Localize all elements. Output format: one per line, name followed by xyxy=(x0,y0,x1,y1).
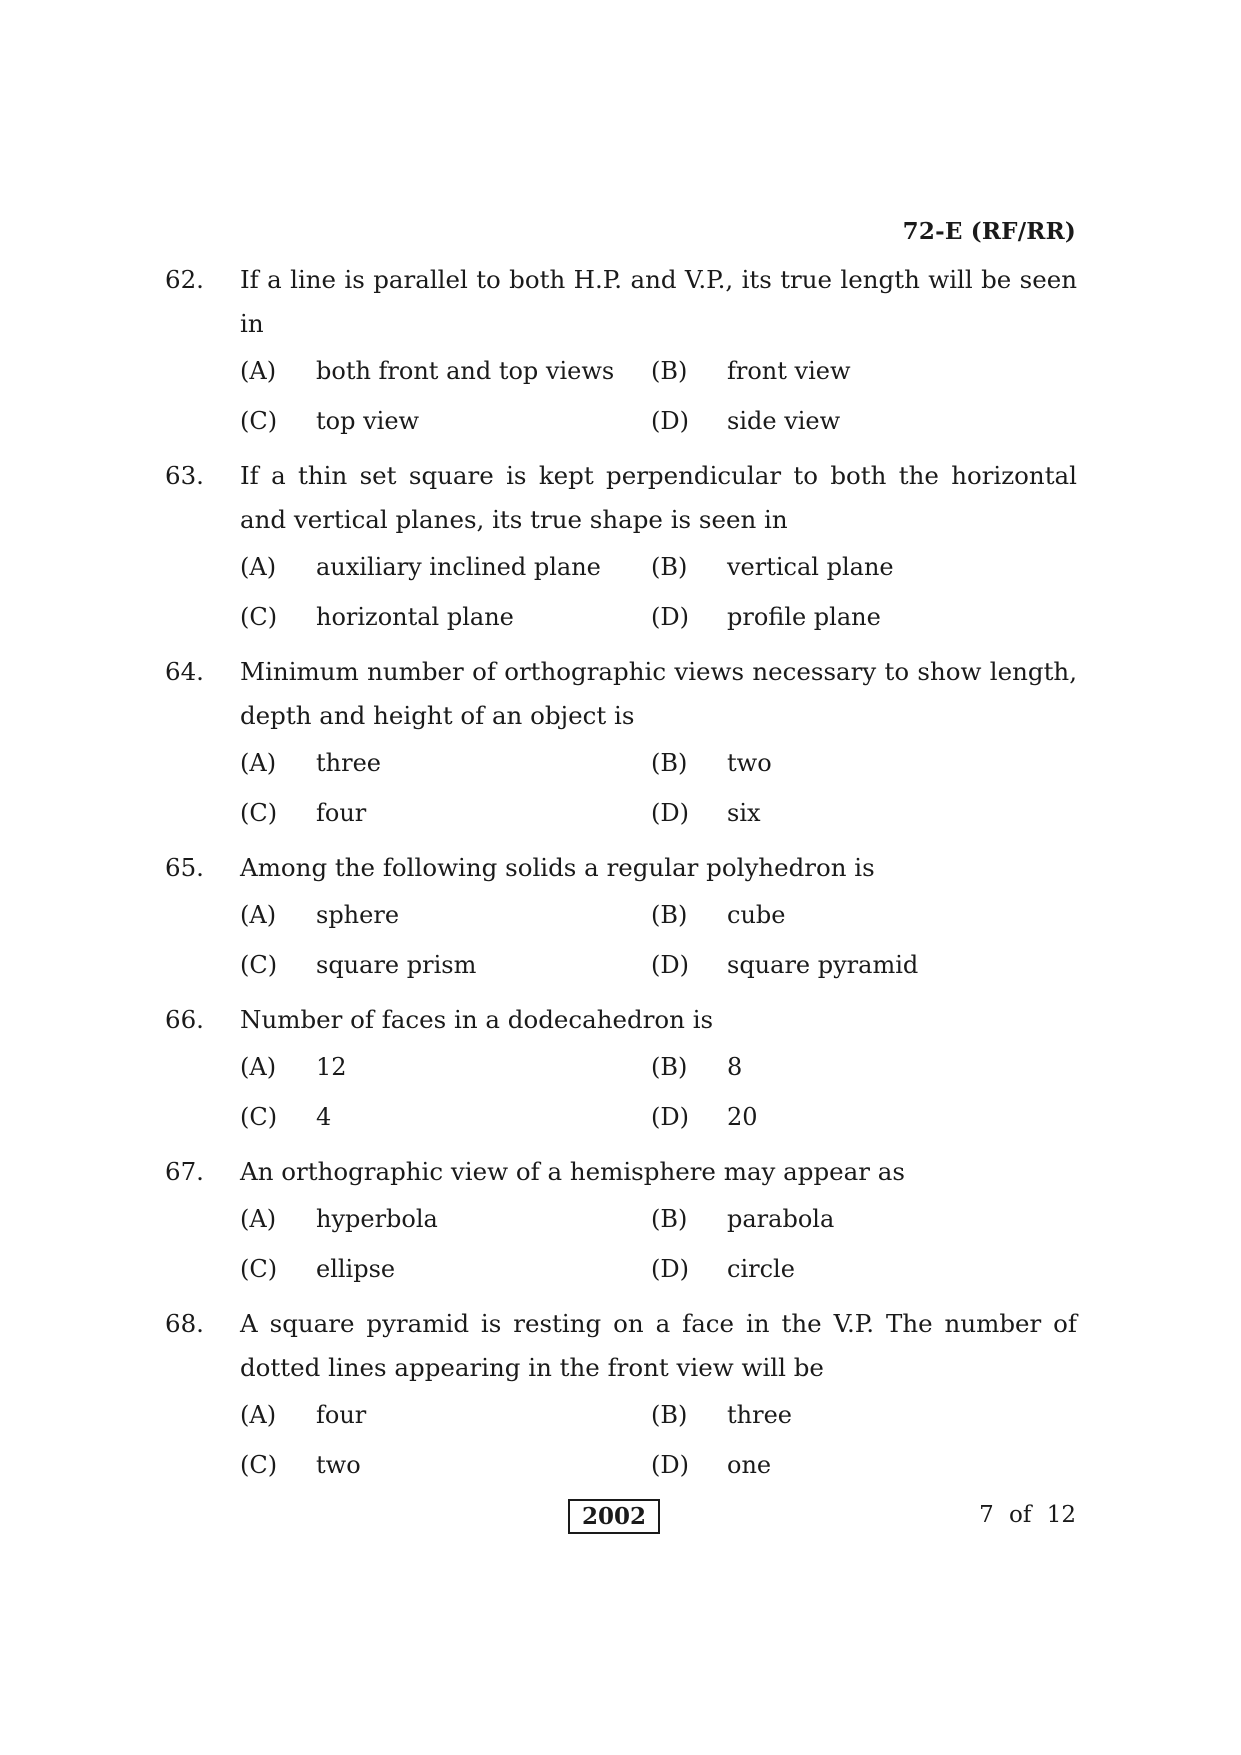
option-letter: (D) xyxy=(651,1451,689,1479)
option-b xyxy=(651,553,1062,581)
option-text: top view xyxy=(316,407,420,435)
option-list xyxy=(240,738,1077,838)
option-letter: (C) xyxy=(240,1451,278,1479)
option-list xyxy=(240,1194,1077,1294)
option-text: ellipse xyxy=(316,1255,396,1283)
option-c xyxy=(240,603,651,631)
option-text: three xyxy=(727,1401,792,1429)
option-letter: (C) xyxy=(240,951,278,979)
option-letter: (C) xyxy=(240,799,278,827)
option-letter: (D) xyxy=(651,407,689,435)
question-text: A square pyramid is resting on a face in the V.P. The number of dotted lines appearing in the front view will be xyxy=(240,1309,1077,1382)
question-text: Minimum number of orthographic views necessary to show length, depth and height of an object is xyxy=(240,657,1077,730)
option-list xyxy=(240,1390,1077,1490)
option-d xyxy=(651,1451,1062,1479)
option-list xyxy=(240,542,1077,642)
option-a xyxy=(240,357,651,385)
option-list xyxy=(240,890,1077,990)
option-c xyxy=(240,951,651,979)
option-letter: (D) xyxy=(651,799,689,827)
option-text: four xyxy=(316,1401,367,1429)
option-c xyxy=(240,1103,651,1131)
option-a xyxy=(240,901,651,929)
option-letter: (C) xyxy=(240,1255,278,1283)
option-letter: (A) xyxy=(240,1205,277,1233)
option-text: three xyxy=(316,749,381,777)
question-63 xyxy=(165,454,1077,642)
option-letter: (A) xyxy=(240,901,277,929)
option-a xyxy=(240,1053,651,1081)
option-b xyxy=(651,1053,1062,1081)
option-letter: (A) xyxy=(240,749,277,777)
option-letter: (A) xyxy=(240,1053,277,1081)
option-text: horizontal plane xyxy=(316,603,514,631)
page-number xyxy=(979,1502,1076,1528)
option-text: front view xyxy=(727,357,851,385)
option-text: two xyxy=(727,749,772,777)
option-letter: (B) xyxy=(651,553,688,581)
option-text: vertical plane xyxy=(727,553,894,581)
footer-code-box: 2002 xyxy=(568,1499,660,1534)
option-c xyxy=(240,1255,651,1283)
option-text: sphere xyxy=(316,901,400,929)
option-letter: (B) xyxy=(651,1401,688,1429)
option-letter: (D) xyxy=(651,1255,689,1283)
question-number: 62. xyxy=(165,265,204,294)
option-letter: (C) xyxy=(240,1103,278,1131)
option-d xyxy=(651,951,1062,979)
question-66 xyxy=(165,998,1077,1142)
option-a xyxy=(240,1401,651,1429)
question-62 xyxy=(165,258,1077,446)
question-list xyxy=(165,258,1077,1498)
option-letter: (B) xyxy=(651,901,688,929)
question-64 xyxy=(165,650,1077,838)
option-text: 20 xyxy=(727,1103,758,1131)
option-b xyxy=(651,1205,1062,1233)
option-letter: (B) xyxy=(651,357,688,385)
option-letter: (B) xyxy=(651,1053,688,1081)
option-text: hyperbola xyxy=(316,1205,438,1233)
option-letter: (D) xyxy=(651,603,689,631)
option-letter: (C) xyxy=(240,407,278,435)
option-text: 4 xyxy=(316,1103,332,1131)
option-c xyxy=(240,799,651,827)
question-text: An orthographic view of a hemisphere may appear as xyxy=(240,1157,905,1186)
option-a xyxy=(240,1205,651,1233)
option-text: both front and top views xyxy=(316,357,615,385)
option-letter: (B) xyxy=(651,749,688,777)
option-letter: (D) xyxy=(651,951,689,979)
option-text: 8 xyxy=(727,1053,743,1081)
question-67 xyxy=(165,1150,1077,1294)
option-letter: (D) xyxy=(651,1103,689,1131)
option-text: square pyramid xyxy=(727,951,919,979)
option-b xyxy=(651,749,1062,777)
option-b xyxy=(651,1401,1062,1429)
option-letter: (A) xyxy=(240,1401,277,1429)
option-b xyxy=(651,901,1062,929)
option-list xyxy=(240,1042,1077,1142)
question-text: If a line is parallel to both H.P. and V.P., its true length will be seen in xyxy=(240,265,1077,338)
option-letter: (C) xyxy=(240,603,278,631)
option-text: two xyxy=(316,1451,361,1479)
option-d xyxy=(651,407,1062,435)
option-text: circle xyxy=(727,1255,795,1283)
option-a xyxy=(240,749,651,777)
option-text: side view xyxy=(727,407,841,435)
option-letter: (B) xyxy=(651,1205,688,1233)
option-d xyxy=(651,603,1062,631)
question-text: If a thin set square is kept perpendicular to both the horizontal and vertical planes, its true shape is seen in xyxy=(240,461,1077,534)
option-text: square prism xyxy=(316,951,477,979)
option-text: cube xyxy=(727,901,786,929)
paper-code: 72-E (RF/RR) xyxy=(902,218,1076,245)
option-text: auxiliary inclined plane xyxy=(316,553,601,581)
option-d xyxy=(651,799,1062,827)
question-number: 65. xyxy=(165,853,204,882)
question-text: Among the following solids a regular polyhedron is xyxy=(240,853,875,882)
question-68 xyxy=(165,1302,1077,1490)
page-current: 7 xyxy=(979,1502,994,1528)
question-number: 67. xyxy=(165,1157,204,1186)
option-b xyxy=(651,357,1062,385)
option-c xyxy=(240,407,651,435)
option-text: profile plane xyxy=(727,603,881,631)
option-text: four xyxy=(316,799,367,827)
option-text: one xyxy=(727,1451,772,1479)
option-a xyxy=(240,553,651,581)
question-65 xyxy=(165,846,1077,990)
option-letter: (A) xyxy=(240,357,277,385)
option-text: 12 xyxy=(316,1053,347,1081)
question-text: Number of faces in a dodecahedron is xyxy=(240,1005,714,1034)
option-letter: (A) xyxy=(240,553,277,581)
page-separator: of xyxy=(1009,1502,1032,1528)
question-number: 68. xyxy=(165,1309,204,1338)
question-number: 63. xyxy=(165,461,204,490)
option-d xyxy=(651,1255,1062,1283)
option-d xyxy=(651,1103,1062,1131)
question-number: 66. xyxy=(165,1005,204,1034)
page-total: 12 xyxy=(1046,1502,1076,1528)
option-list xyxy=(240,346,1077,446)
option-c xyxy=(240,1451,651,1479)
option-text: six xyxy=(727,799,761,827)
question-number: 64. xyxy=(165,657,204,686)
option-text: parabola xyxy=(727,1205,835,1233)
